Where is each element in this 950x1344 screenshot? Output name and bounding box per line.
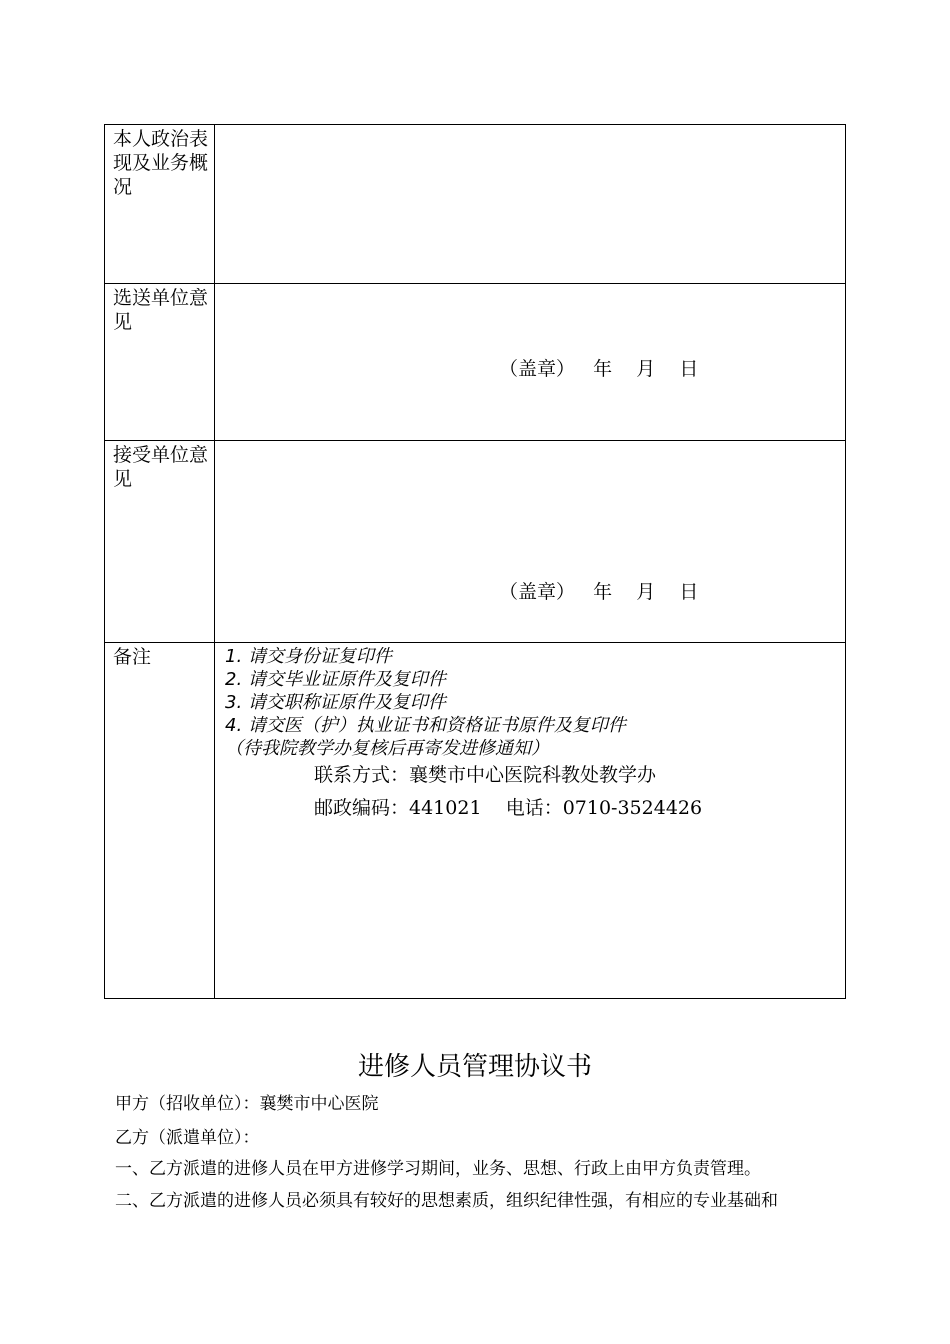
row-label-personal-summary: 本人政治表现及业务概况 [113, 128, 209, 198]
contact-info: 联系方式：襄樊市中心医院科教处教学办 [314, 763, 657, 786]
form-row-sending-unit [105, 284, 846, 441]
note-item: 2. 请交毕业证原件及复印件 [225, 668, 446, 690]
clause-2: 二、乙方派遣的进修人员必须具有较好的思想素质，组织纪律性强，有相应的专业基础和 [115, 1191, 778, 1211]
label-cell [105, 125, 215, 284]
row-label-sending-unit: 选送单位意见 [113, 287, 209, 334]
party-a-line: 甲方（招收单位）：襄樊市中心医院 [115, 1094, 379, 1114]
agreement-title: 进修人员管理协议书 [357, 1052, 592, 1082]
remarks-notes [225, 645, 626, 760]
form-row-remarks [105, 642, 846, 998]
label-cell [105, 642, 215, 998]
personal-summary-field[interactable] [215, 125, 846, 284]
form-row-receiving-unit [105, 441, 846, 642]
receiving-unit-opinion-field[interactable] [215, 441, 846, 642]
note-item: （待我院教学办复核后再寄发进修通知） [225, 737, 549, 759]
seal-date-line: （盖章） 年 月 日 [499, 581, 699, 604]
label-cell [105, 441, 215, 642]
row-label-receiving-unit: 接受单位意见 [113, 444, 209, 491]
form-row-personal-summary [105, 125, 846, 284]
label-cell [105, 284, 215, 441]
row-label-remarks: 备注 [113, 645, 152, 668]
note-item: 3. 请交职称证原件及复印件 [225, 691, 446, 713]
remarks-field [215, 642, 846, 998]
application-form-table [104, 124, 846, 999]
seal-date-line: （盖章） 年 月 日 [499, 358, 699, 381]
sending-unit-opinion-field[interactable] [215, 284, 846, 441]
clause-1: 一、乙方派遣的进修人员在甲方进修学习期间，业务、思想、行政上由甲方负责管理。 [115, 1159, 761, 1179]
note-item: 1. 请交身份证复印件 [225, 645, 392, 667]
postal-phone-info: 邮政编码：441021 电话：0710-3524426 [314, 796, 703, 819]
party-b-line: 乙方（派遣单位）： [115, 1128, 260, 1148]
note-item: 4. 请交医（护）执业证书和资格证书原件及复印件 [225, 714, 626, 736]
